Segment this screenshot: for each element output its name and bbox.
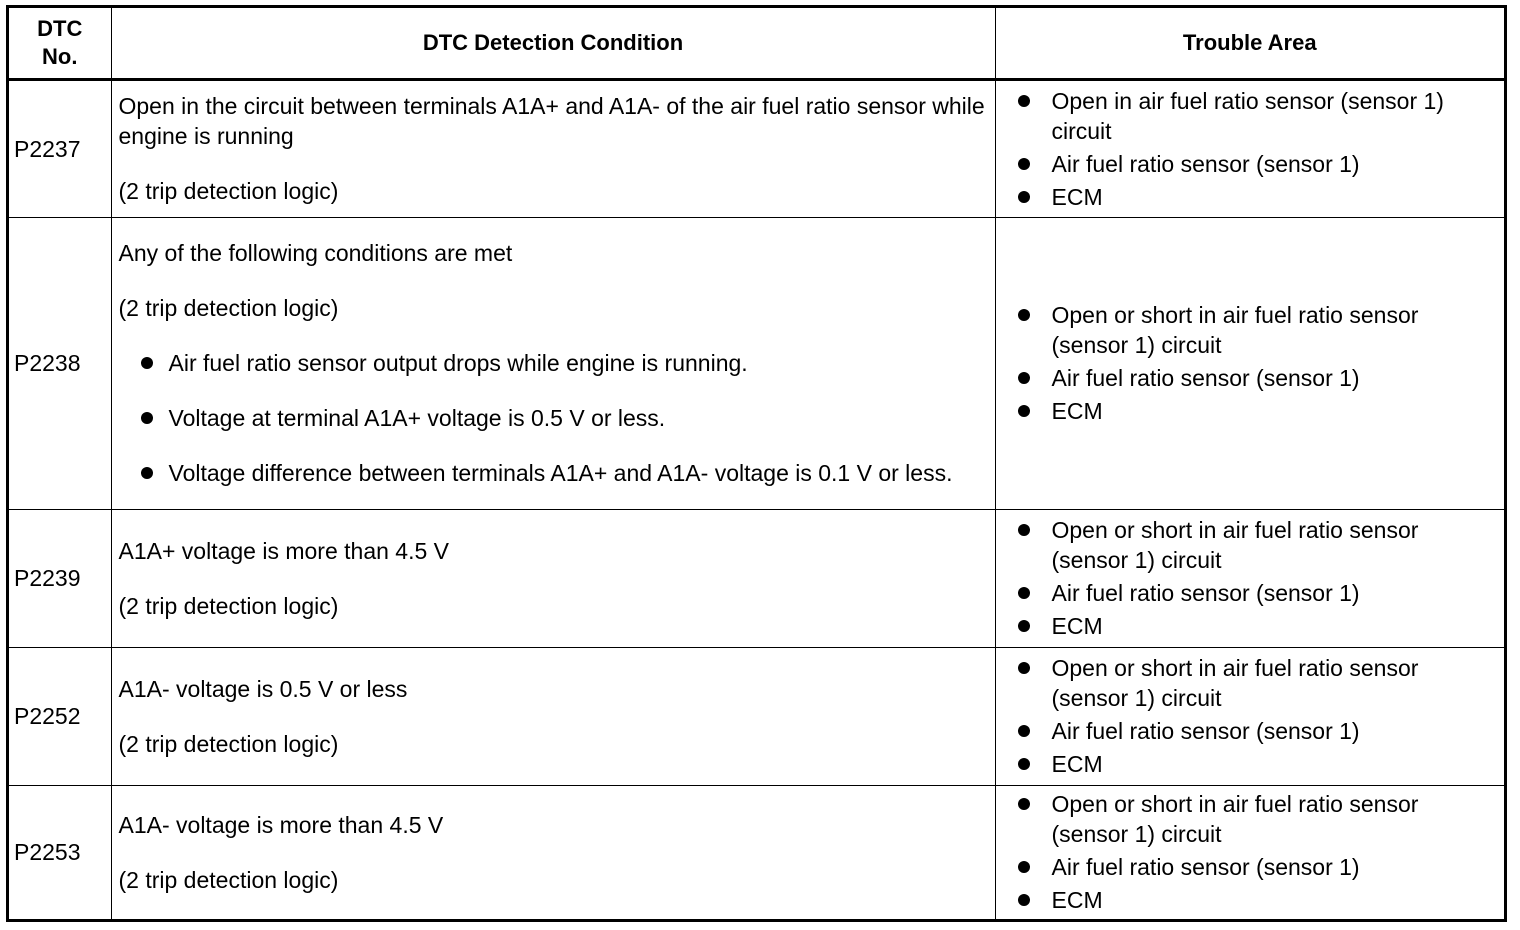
condition-item: Voltage at terminal A1A+ voltage is 0.5 V or less. — [139, 403, 987, 433]
bullet-icon — [1018, 191, 1030, 203]
condition-item: Air fuel ratio sensor output drops while engine is running. — [139, 348, 987, 378]
trouble-area-list — [1018, 515, 1495, 641]
trouble-area-cell — [995, 79, 1504, 217]
bullet-icon — [1018, 372, 1030, 384]
trouble-area-item: ECM — [1018, 396, 1495, 426]
condition-text: A1A+ voltage is more than 4.5 V — [118, 537, 450, 564]
trouble-area-cell — [995, 217, 1504, 509]
trouble-area-item: ECM — [1018, 885, 1495, 915]
bullet-icon — [1018, 405, 1030, 417]
table-header-row — [9, 8, 1504, 79]
table-row — [9, 785, 1504, 919]
dtc-code: P2252 — [9, 647, 111, 785]
trouble-area-item: Air fuel ratio sensor (sensor 1) — [1018, 149, 1495, 179]
bullet-icon — [1018, 620, 1030, 632]
condition-item: Voltage difference between terminals A1A+ and A1A- voltage is 0.1 V or less. — [139, 458, 987, 488]
bullet-icon — [141, 412, 153, 424]
trouble-area-item: Air fuel ratio sensor (sensor 1) — [1018, 852, 1495, 882]
bullet-icon — [1018, 95, 1030, 107]
trouble-area-cell — [995, 785, 1504, 919]
trouble-area-item: ECM — [1018, 749, 1495, 779]
table-row — [9, 217, 1504, 509]
bullet-icon — [1018, 524, 1030, 536]
trouble-area-cell — [995, 509, 1504, 647]
detection-logic: (2 trip detection logic) — [118, 730, 339, 757]
detection-logic: (2 trip detection logic) — [118, 592, 339, 619]
bullet-icon — [1018, 894, 1030, 906]
trouble-area-list — [1018, 653, 1495, 779]
bullet-icon — [1018, 725, 1030, 737]
bullet-icon — [141, 357, 153, 369]
trouble-area-item: ECM — [1018, 182, 1495, 212]
dtc-code: P2253 — [9, 785, 111, 919]
trouble-area-item: Air fuel ratio sensor (sensor 1) — [1018, 363, 1495, 393]
trouble-area-item: Open or short in air fuel ratio sensor (sensor 1) circuit — [1018, 789, 1495, 849]
trouble-area-cell — [995, 647, 1504, 785]
trouble-area-list — [1018, 300, 1495, 426]
trouble-area-list — [1018, 789, 1495, 915]
trouble-area-item: Open or short in air fuel ratio sensor (sensor 1) circuit — [1018, 653, 1495, 713]
trouble-area-item: Open in air fuel ratio sensor (sensor 1) circuit — [1018, 86, 1495, 146]
bullet-icon — [1018, 662, 1030, 674]
detection-logic: (2 trip detection logic) — [118, 178, 339, 204]
condition-list — [119, 348, 987, 488]
detection-condition-cell — [111, 79, 995, 217]
header-trouble-area: Trouble Area — [995, 8, 1504, 79]
header-detection-condition: DTC Detection Condition — [111, 8, 995, 79]
bullet-icon — [1018, 861, 1030, 873]
trouble-area-item: ECM — [1018, 611, 1495, 641]
header-dtc-no: DTC No. — [9, 8, 111, 79]
bullet-icon — [1018, 587, 1030, 599]
dtc-code: P2238 — [9, 217, 111, 509]
bullet-icon — [1018, 158, 1030, 170]
dtc-table — [9, 8, 1504, 919]
condition-text: A1A- voltage is more than 4.5 V — [118, 811, 444, 838]
dtc-table-frame — [6, 5, 1507, 922]
trouble-area-item: Air fuel ratio sensor (sensor 1) — [1018, 578, 1495, 608]
trouble-area-item: Air fuel ratio sensor (sensor 1) — [1018, 716, 1495, 746]
bullet-icon — [1018, 309, 1030, 321]
bullet-icon — [1018, 758, 1030, 770]
bullet-icon — [1018, 798, 1030, 810]
dtc-code: P2239 — [9, 509, 111, 647]
table-row — [9, 509, 1504, 647]
trouble-area-item: Open or short in air fuel ratio sensor (sensor 1) circuit — [1018, 515, 1495, 575]
detection-logic: (2 trip detection logic) — [118, 295, 339, 321]
bullet-icon — [141, 467, 153, 479]
condition-text: A1A- voltage is 0.5 V or less — [118, 675, 408, 702]
table-row — [9, 647, 1504, 785]
detection-logic: (2 trip detection logic) — [118, 866, 339, 893]
detection-condition-cell — [111, 785, 995, 919]
trouble-area-list — [1018, 86, 1495, 212]
detection-condition-cell — [111, 217, 995, 509]
trouble-area-item: Open or short in air fuel ratio sensor (sensor 1) circuit — [1018, 300, 1495, 360]
dtc-code: P2237 — [9, 79, 111, 217]
detection-condition-cell — [111, 647, 995, 785]
table-row — [9, 79, 1504, 217]
condition-text: Open in the circuit between terminals A1A+ and A1A- of the air fuel ratio sensor while engine is running — [118, 93, 985, 149]
condition-text: Any of the following conditions are met — [118, 240, 513, 266]
detection-condition-cell — [111, 509, 995, 647]
